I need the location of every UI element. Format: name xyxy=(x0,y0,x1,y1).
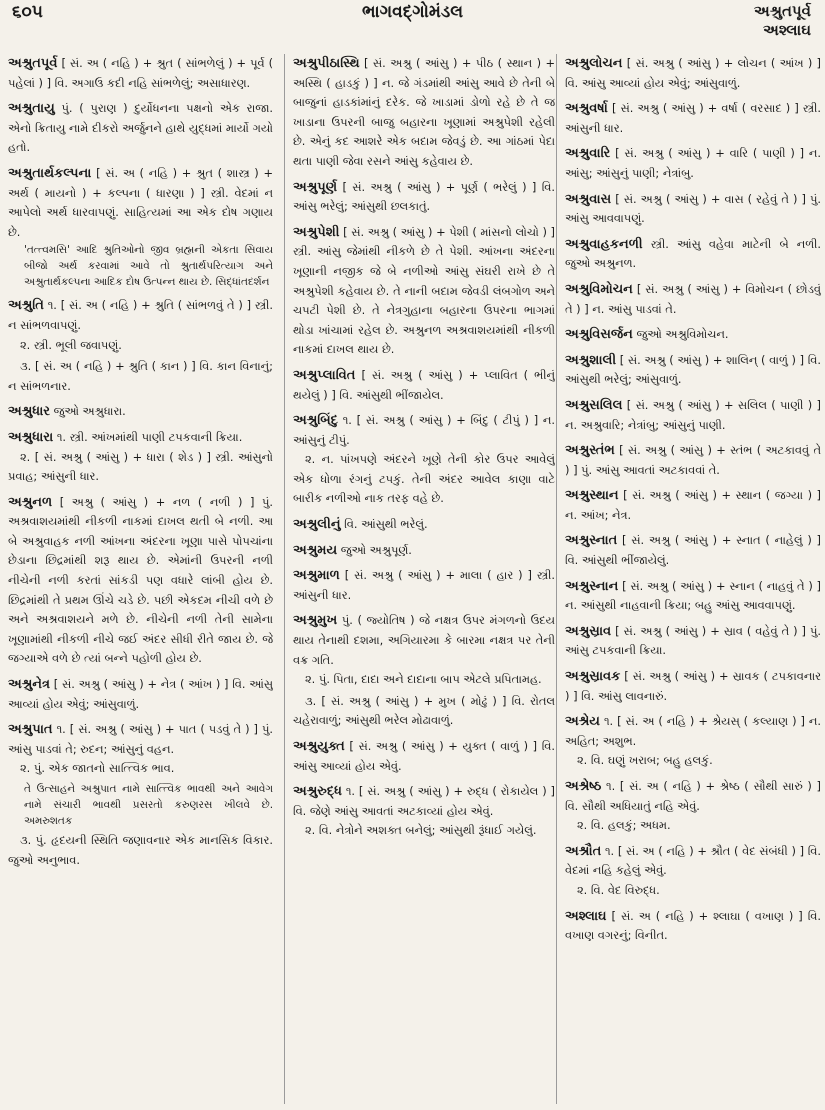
dictionary-entry xyxy=(8,164,273,290)
dictionary-entry xyxy=(565,351,821,390)
dictionary-entry xyxy=(293,178,555,217)
headword: અશ્રુસ્તંભ xyxy=(565,443,615,459)
definition: જુઓ અશ્રુધારા. xyxy=(53,404,126,419)
headword: અશ્રુપ્લાવિત xyxy=(293,367,356,383)
definition: [ સં. અશ્રુ ( આંસુ ) + વાસ ( રહેવું તે ) ] પું. આંસુ આવવાપણું. xyxy=(565,191,821,226)
dictionary-entry xyxy=(8,402,273,422)
guide-word-top: અશ્રુતપૂર્વ xyxy=(753,2,811,20)
sub-sense: ૨. વિ. ઘણું ખરાબ; બહુ હલકું. xyxy=(577,753,713,768)
dictionary-entry xyxy=(8,720,273,870)
dictionary-entry xyxy=(293,54,555,172)
dictionary-entry xyxy=(8,54,273,93)
headword: અશ્રુપાત xyxy=(8,722,53,738)
headword: અશ્રુવાહકનળી xyxy=(565,236,643,252)
definition: [ સં. અશ્રુ ( આંસુ ) + વારિ ( પાણી ) ] ન. આંસુ; આંસુનું પાણી; નેત્રાંબુ. xyxy=(565,146,821,180)
headword: અશ્રુપૂર્ણ xyxy=(293,179,338,195)
sub-sense: ૩. [ સં. અ ( નહિ ) + શ્રુતિ ( કાન ) ] વિ. કાન વિનાનું; ન સાંભળનાર. xyxy=(8,359,273,393)
sub-sense: ૨. ન. પાંખપણે અંદરને ખૂણે તેની કોર ઉપર આવેલું એક ધોળા રંગનું ટપકું. તેની અંદર આવેલ કાણા વાટે બારીક નળીઓ નાક તરફ વહે છે. xyxy=(293,452,555,506)
dictionary-entry xyxy=(565,622,821,661)
dictionary-entry xyxy=(293,566,555,605)
dictionary-entry xyxy=(565,712,821,771)
definition: [ સં. અશ્રુ ( આંસુ ) + સલિલ ( પાણી ) ] ન. અશ્રુવારિ; નેત્રાંબુ; આંસુનું પાણી. xyxy=(565,397,821,432)
citation-quote: 'તત્ત્વમસિ' આદિ શ્રુતિઓનો જીવ બ્રહ્મની એકતા સિવાય બીજો અર્થ કરવામાં આવે તો શ્રુતાર્થપરિત્યાગ અને અશ્રુતાર્થકલ્પના આદિક દોષ ઉત્પન્ન થાય છે. સિદ્ધાંતદર્શન xyxy=(24,244,273,289)
column-2 xyxy=(284,54,555,1104)
definition: [ સં. અશ્રુ ( આંસુ ) + વિમોચન ( છોડવું તે ) ] ન. આંસુ પાડવાં તે. xyxy=(565,281,821,316)
definition: ૧. [ સં. અશ્રુ ( આંસુ ) + રુદ્ધ ( રોકાયેલ ) ] વિ. જેણે આંસુ આવતાં અટકાવ્યાં હોય એવું. xyxy=(293,784,555,818)
dictionary-entry xyxy=(565,486,821,525)
dictionary-entry xyxy=(293,782,555,841)
definition: પું. ( જ્યોતિષ ) જે નક્ષત્ર ઉપર મંગળનો ઉદય થાય તેનાથી દશમા, અગિયારમા કે બારમા નક્ષત્ર પર તેની વક્ર ગતિ. xyxy=(293,613,555,667)
definition: [ સં. અ ( નહિ ) + શ્રુત ( સાંભળેલું ) + પૂર્વ ( પહેલાં ) ] વિ. અગાઉ કદી નહિ સાંભળેલું; અસાધારણ. xyxy=(8,56,273,90)
headword: અશ્રુધાર xyxy=(8,404,51,420)
definition: [ સં. અશ્રુ ( આંસુ ) + શાલિન્ ( વાળું ) ] વિ. આંસુથી ભરેલું; આંસુવાળું. xyxy=(565,352,821,387)
sub-sense: ૨. વિ. વેદ વિરુદ્ધ. xyxy=(577,882,660,897)
guide-word-bottom: અશ્લાઘ xyxy=(763,21,811,39)
dictionary-entry xyxy=(293,611,555,731)
definition: [ સં. અશ્રુ ( આંસુ ) + લોચન ( આંખ ) ] વિ. આંસુ આવ્યાં હોય એવું; આંસુવાળું. xyxy=(565,56,821,90)
definition: [ સં. અશ્રુ ( આંસુ ) + સ્રાવક ( ટપકાવનાર ) ] વિ. આંસુ લાવનારું. xyxy=(565,669,821,703)
definition: [ સં. અશ્રુ ( આંસુ ) + માલા ( હાર ) ] સ્ત્રી. આંસુની ધાર. xyxy=(293,568,555,602)
headword: અશ્રુલોચન xyxy=(565,56,623,71)
definition: [ સં. અશ્રુ ( આંસુ ) + પૂર્ણ ( ભરેલું ) ] વિ. આંસુ ભરેલું; આંસુથી છલકાતું. xyxy=(293,179,555,214)
headword: અશ્રૌત xyxy=(565,843,602,859)
definition: [ સં. અશ્રુ ( આંસુ ) + પીઠ ( સ્થાન ) + અસ્થિ ( હાડકું ) ] ન. જે ગંડમાંથી આંસુ આવે છે તેની બે બાજુનાં હાડકાંમાંનું દરેક. જે ખાડામાં ડોળો રહે છે તે જ ખાડાના ઉપરની બાજુ બહારના ખૂણામાં અશ્રુપેશી રહેલી છે. એનું કદ આશરે એક બદામ જેવડું છે. આ ગાંઠમાં પેદા થતા પાણી જેવા રસને આંસુ કહેવાય છે. xyxy=(293,56,555,168)
page-header xyxy=(0,0,825,48)
dictionary-entry xyxy=(565,531,821,570)
sub-sense: ૨. પું. એક જાતનો સાત્ત્વિક ભાવ. xyxy=(20,761,175,776)
headword: અશ્રુવિસર્જન xyxy=(565,327,633,343)
page-number: ૬૦૫ xyxy=(12,2,43,22)
headword: અશ્રુસ્નાત xyxy=(565,533,618,549)
dictionary-entry xyxy=(565,907,821,946)
dictionary-entry xyxy=(8,99,273,158)
definition: વિ. આંસુથી ભરેલું. xyxy=(344,517,428,532)
dictionary-entry xyxy=(293,737,555,776)
dictionary-entry xyxy=(565,144,821,183)
dictionary-entry xyxy=(8,675,273,714)
definition: [ સં. અશ્રુ ( આંસુ ) + નેત્ર ( આંખ ) ] વિ. આંસુ આવ્યાં હોય એવું; આંસુવાળું. xyxy=(8,677,273,711)
headword: અશ્રુસ્રાવક xyxy=(565,669,621,685)
headword: અશ્રુસ્નાન xyxy=(565,578,619,594)
headword: અશ્રુલીનું xyxy=(293,517,341,533)
headword: અશ્રુવિમોચન xyxy=(565,281,633,297)
dictionary-entry xyxy=(293,541,555,561)
running-title: ભાગવદ્ગોમંડલ xyxy=(361,2,464,22)
headword: અશ્રુતાયુ xyxy=(8,101,55,117)
headword: અશ્રુસ્થાન xyxy=(565,488,619,504)
headword: અશ્રુબિંદુ xyxy=(293,413,338,429)
headword: અશ્રુપીઠાસ્થિ xyxy=(293,56,360,71)
dictionary-entry xyxy=(293,411,555,509)
dictionary-entry xyxy=(565,396,821,435)
definition: [ સં. અશ્રુ ( આંસુ ) + વર્ષા ( વરસાદ ) ] સ્ત્રી. આંસુની ધાર. xyxy=(565,101,821,135)
definition: [ સં. અશ્રુ ( આંસુ ) + સ્તંભ ( અટકાવવું તે ) ] પું. આંસુ આવતાં અટકાવવાં તે. xyxy=(565,443,821,477)
definition: ૧. [ સં. અ ( નહિ ) + શ્રેષ્ઠ ( સૌથી સારું ) ] વિ. સૌથી અધિયાતું નહિ એવું. xyxy=(565,779,821,813)
citation-quote: તે ઉત્સાહને અશ્રુપાત નામે સાત્ત્વિક ભાવથી અને આવેગ નામે સંચારી ભાવથી પ્રસરતો કરુણરસ ખીલવે છે. અમરુશતક xyxy=(24,783,273,827)
headword: અશ્રુનળ xyxy=(8,494,53,510)
definition: ૧. [ સં. અ ( નહિ ) + શ્રેયસ્ ( કલ્યાણ ) ] ન. અહિત; અશુભ. xyxy=(565,714,821,748)
definition: પું. ( પુરાણ ) દુર્યોધનના પક્ષનો એક રાજા. એનો ક્રિતાયુ નામે દીકરો અર્જુનને હાથે યુદ્ધમાં માર્યો ગયો હતો. xyxy=(8,101,273,155)
definition: [ સં. અશ્રુ ( આંસુ ) + સ્નાન ( નાહવું તે ) ] ન. આંસુથી નાહવાની ક્રિયા; બહુ આંસુ આવવાપણું. xyxy=(565,578,821,613)
definition: જુઓ અશ્રુપૂર્ણ. xyxy=(340,542,412,557)
sub-sense: ૨. પું. પિતા, દાદા અને દાદાના બાપ એટલે પ્રપિતામહ. xyxy=(305,672,542,687)
definition: [ અશ્રુ ( આંસુ ) + નળ ( નળી ) ] પું. અશ્રવાશયમાંથી નીકળી નાકમાં દાખલ થતી બે નળી. આ બે અશ્રુવાહક નળી આંખના અંદરના ખૂણા પાસે પોપચાંના છેડાના છિદ્રમાંથી શરૂ થાય છે. એમાંની ઉપરની નળી નીચેની નળી કરતાં સાંકડી પણ વધારે લાંબી હોય છે. છિદ્રમાંથી તે પ્રથમ ઊંચે ચડે છે. પછી એકદમ નીચી વળે છે અને અશ્રવાશયને મળે છે. નીચેની નળી તેની સામેના ખૂણામાંથી નીકળી નીચે જઈ અંદર સીધી રીતે જાય છે. જે જગ્યાએ વળે છે ત્યાં બન્ને પહોળી હોય છે. xyxy=(8,494,273,666)
sub-sense: ૨. વિ. નેત્રોને અશક્ત બનેલું; આંસુથી રૂંધાઈ ગયેલું. xyxy=(305,823,537,838)
dictionary-entry xyxy=(8,493,273,669)
definition: જુઓ અશ્રુવિમોચન. xyxy=(636,327,729,342)
dictionary-entry xyxy=(565,235,821,274)
headword: અશ્રેષ્ઠ xyxy=(565,779,602,794)
headword: અશ્રુરુદ્ધ xyxy=(293,784,342,800)
guide-words xyxy=(754,2,811,40)
headword: અશ્રુતિ xyxy=(8,298,44,314)
dictionary-entry xyxy=(565,99,821,138)
headword: અશ્રુશાલી xyxy=(565,352,617,368)
headword: અશ્રુતપૂર્વ xyxy=(8,56,58,71)
dictionary-entry xyxy=(565,842,821,901)
sub-sense: ૩. પું. હૃદયની સ્થિતિ જણાવનાર એક માનસિક વિકાર. જુઓ અનુભાવ. xyxy=(8,833,273,867)
dictionary-entry xyxy=(8,296,273,396)
dictionary-entry xyxy=(293,223,555,360)
definition: સ્ત્રી. આંસુ વહેવા માટેની બે નળી. જુઓ અશ્રુનળ. xyxy=(565,236,821,271)
definition: [ સં. અ ( નહિ ) + શ્રુત ( શાસ્ત્ર ) + અર્થ ( માયનો ) + કલ્પના ( ધારણા ) ] સ્ત્રી. વેદમાં ન આપેલો અર્થ ધારવાપણું. સાહિત્યમાં આ એક દોષ ગણાય છે. xyxy=(8,165,273,239)
headword: અશ્રુનેત્ર xyxy=(8,677,50,693)
dictionary-entry xyxy=(565,54,821,93)
headword: અશ્રુધારા xyxy=(8,429,54,445)
dictionary-entry xyxy=(565,441,821,480)
definition: ૧. [ સં. અશ્રુ ( આંસુ ) + પાત ( પડવું તે ) ] પું. આંસુ પાડવાં તે; રુદન; આંસુનું વહન. xyxy=(8,722,273,756)
definition: [ સં. અશ્રુ ( આંસુ ) + યુક્ત ( વાળું ) ] વિ. આંસુ આવ્યાં હોય એવું. xyxy=(293,739,555,773)
headword: અશ્રુસ્રાવ xyxy=(565,623,612,639)
definition: ૧. સ્ત્રી. આંખમાંથી પાણી ટપકવાની ક્રિયા. xyxy=(56,429,243,444)
definition: ૧. [ સં. અશ્રુ ( આંસુ ) + બિંદુ ( ટીપું ) ] ન. આંસુનું ટીપું. xyxy=(293,413,555,447)
dictionary-entry xyxy=(565,325,821,345)
dictionary-entry xyxy=(8,428,273,487)
headword: અશ્રુમય xyxy=(293,542,338,558)
dictionary-entry xyxy=(565,667,821,706)
headword: અશ્રુતાર્થકલ્પના xyxy=(8,165,92,181)
column-1 xyxy=(8,54,273,1104)
definition: ૧. [ સં. અ ( નહિ ) + શ્રુતિ ( સાંભળવું તે ) ] સ્ત્રી. ન સાંભળવાપણું. xyxy=(8,298,273,332)
headword: અશ્રુપેશી xyxy=(293,224,340,240)
dictionary-entry xyxy=(293,366,555,405)
dictionary-entry xyxy=(293,515,555,535)
headword: અશ્રુમાળ xyxy=(293,568,340,584)
definition: [ સં. અશ્રુ ( આંસુ ) + પ્લાવિત ( ભીનું થયેલું ) ] વિ. આંસુથી ભીંજાયેલ. xyxy=(293,367,555,402)
headword: અશ્લાઘ xyxy=(565,908,607,924)
dictionary-entry xyxy=(565,280,821,319)
dictionary-entry xyxy=(565,190,821,229)
headword: અશ્રુવાસ xyxy=(565,191,612,207)
dictionary-entry xyxy=(565,577,821,616)
sub-sense: ૨. [ સં. અશ્રુ ( આંસુ ) + ધારા ( શેડ ) ] સ્ત્રી. આંસુનો પ્રવાહ; આંસુની ધાર. xyxy=(8,449,273,484)
definition: [ સં. અશ્રુ ( આંસુ ) + સ્થાન ( જગ્યા ) ] ન. આંખ; નેત્ર. xyxy=(565,488,821,522)
definition: ૧. [ સં. અ ( નહિ ) + શ્રૌત ( વેદ સંબંધી ) ] વિ. વેદમાં નહિ કહેલું એવું. xyxy=(565,843,821,878)
sub-sense: ૨. વિ. હલકું; અધમ. xyxy=(577,818,671,833)
headword: અશ્રુવર્ષા xyxy=(565,101,608,117)
headword: અશ્રુમુખ xyxy=(293,613,338,629)
dictionary-entry xyxy=(565,777,821,836)
sub-sense: ૩. [ સં. અશ્રુ ( આંસુ ) + મુખ ( મોઢું ) ] વિ. રોતલ ચહેરાવાળું; આંસુથી ભરેલ મોઢાવાળું. xyxy=(293,693,555,728)
headword: અશ્રુવારિ xyxy=(565,146,611,162)
headword: અશ્રેય xyxy=(565,714,600,730)
headword: અશ્રુયુક્ત xyxy=(293,739,345,754)
column-3 xyxy=(556,54,821,1104)
definition: [ સં. અશ્રુ ( આંસુ ) + પેશી ( માંસનો લોચો ) ] સ્ત્રી. આંસુ જેમાંથી નીકળે છે તે પેશી. આંખના અંદરના ખૂણાની નજીક જે બે નળીઓ આંસુ સંઘરી રાખે છે તે અશ્રુપેશી કહેવાય છે. તે નાની બદામ જેવડી લંબગોળ અને ચપટી પેશી છે. તે નેત્રગુહાના બહારના ઉપરના ભાગમાં થોડા ખાંચામાં રહેલ છે. અશ્રુનળ અશ્રવાશયમાંથી નીકળી નાકમાં દાખલ થાય છે. xyxy=(293,224,555,357)
headword: અશ્રુસલિલ xyxy=(565,397,623,413)
definition: [ સં. અશ્રુ ( આંસુ ) + સ્નાત ( નાહેલું ) ] વિ. આંસુથી ભીંજાયેલું. xyxy=(565,533,821,568)
sub-sense: ૨. સ્ત્રી. ભૂલી જવાપણું. xyxy=(20,337,122,352)
definition: [ સં. અ ( નહિ ) + શ્લાઘા ( વખાણ ) ] વિ. વખાણ વગરનું; વિનીત. xyxy=(565,908,821,943)
definition: [ સં. અશ્રુ ( આંસુ ) + સ્રાવ ( વહેવું તે ) ] પું. આંસુ ટપકવાની ક્રિયા. xyxy=(565,623,821,658)
